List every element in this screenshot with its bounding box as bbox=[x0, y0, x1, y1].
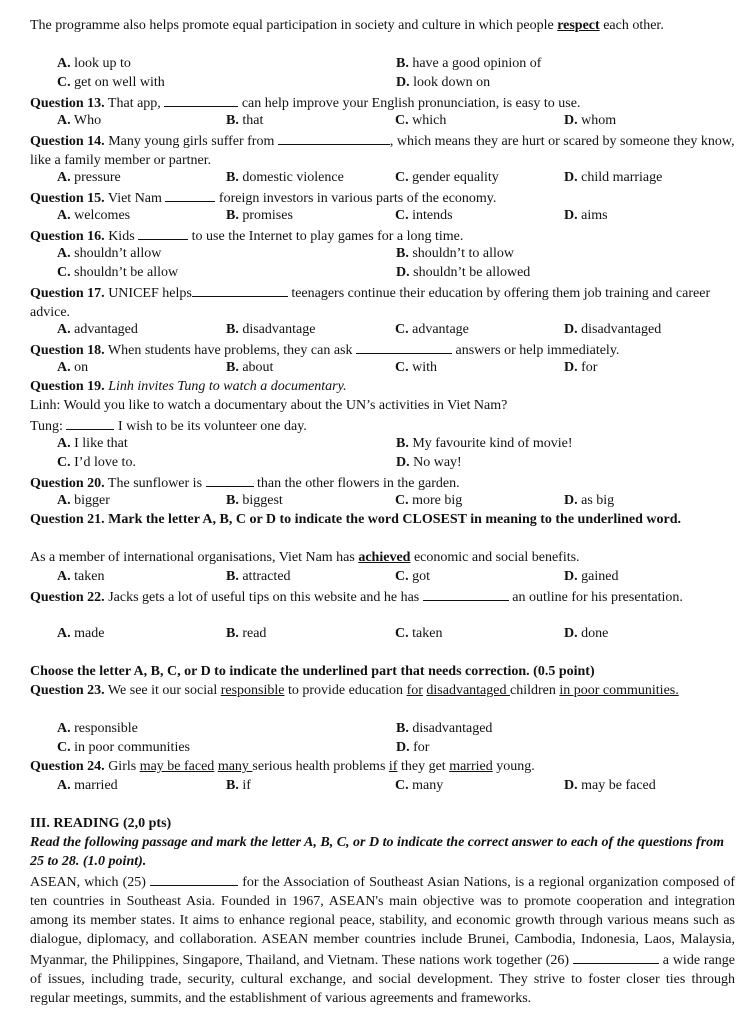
option-a[interactable]: A. taken bbox=[57, 569, 105, 584]
spacer bbox=[30, 643, 735, 662]
underlined-part: responsible bbox=[220, 683, 285, 698]
option-b[interactable]: B. biggest bbox=[226, 493, 283, 508]
q21-options bbox=[30, 567, 735, 586]
option-d[interactable]: D. as big bbox=[564, 493, 615, 508]
answer-blank-26 bbox=[573, 949, 659, 964]
q19-options-row-2 bbox=[30, 453, 735, 472]
option-a[interactable]: A. welcomes bbox=[57, 208, 131, 223]
underlined-part: for bbox=[406, 683, 423, 698]
option-b[interactable]: B. about bbox=[226, 360, 274, 375]
answer-blank bbox=[356, 339, 452, 354]
question-21: As a member of international organisations, Viet Nam has achieved economic and social benefits. bbox=[30, 550, 580, 565]
option-b[interactable]: B. disadvantaged bbox=[396, 721, 493, 736]
option-b[interactable]: B. My favourite kind of movie! bbox=[396, 436, 573, 451]
option-a[interactable]: A. look up to bbox=[57, 56, 131, 71]
question-13: Question 13. That app, can help improve your English pronunciation, is easy to use. bbox=[30, 92, 735, 111]
q14-options bbox=[30, 168, 735, 187]
answer-blank bbox=[423, 586, 509, 601]
q16-options-row-1 bbox=[30, 244, 735, 263]
option-d[interactable]: D. for bbox=[564, 360, 598, 375]
question-label: Question 20. bbox=[30, 476, 105, 491]
question-17: Question 17. UNICEF helps teenagers continue their education by offering them job training and career advice. bbox=[30, 282, 735, 320]
question-label: Question 19. bbox=[30, 379, 105, 394]
option-a[interactable]: A. on bbox=[57, 360, 89, 375]
reading-heading: III. READING (2,0 pts) bbox=[30, 816, 172, 831]
spacer bbox=[30, 795, 735, 814]
question-label: Question 18. bbox=[30, 343, 105, 358]
question-14: Question 14. Many young girls suffer from , which means they are hurt or scared by someone they know, like a family member or partner. bbox=[30, 130, 735, 168]
option-b[interactable]: B. that bbox=[226, 113, 264, 128]
option-b[interactable]: B. read bbox=[226, 626, 267, 641]
reading-instruction: Read the following passage and mark the letter A, B, C, or D to indicate the correct answer to each of the questions from 25 to 28. (1.0 point). bbox=[30, 835, 725, 869]
underlined-part: many bbox=[217, 759, 253, 774]
question-23: Question 23. We see it our social responsible to provide education for disadvantaged children in poor communities. bbox=[30, 683, 679, 698]
answer-blank bbox=[66, 415, 114, 430]
option-b[interactable]: B. attracted bbox=[226, 569, 291, 584]
option-c[interactable]: C. taken bbox=[395, 626, 443, 641]
q13-options bbox=[30, 111, 735, 130]
option-c[interactable]: C. more big bbox=[395, 493, 463, 508]
option-a[interactable]: A. made bbox=[57, 626, 105, 641]
option-b[interactable]: B. disadvantage bbox=[226, 322, 316, 337]
option-d[interactable]: D. disadvantaged bbox=[564, 322, 662, 337]
question-20: Question 20. The sunflower is than the other flowers in the garden. bbox=[30, 472, 735, 491]
option-a[interactable]: A. advantaged bbox=[57, 322, 138, 337]
question-label: Question 17. bbox=[30, 286, 105, 301]
option-d[interactable]: D. for bbox=[396, 740, 430, 755]
underlined-part: may be faced bbox=[139, 759, 215, 774]
answer-blank bbox=[206, 472, 254, 487]
option-a[interactable]: A. married bbox=[57, 778, 118, 793]
option-a[interactable]: A. pressure bbox=[57, 170, 121, 185]
question-context: Linh invites Tung to watch a documentary. bbox=[104, 379, 347, 394]
underlined-part: if bbox=[388, 759, 398, 774]
option-a[interactable]: A. Who bbox=[57, 113, 102, 128]
option-d[interactable]: D. done bbox=[564, 626, 609, 641]
option-c[interactable]: C. get on well with bbox=[57, 75, 165, 90]
option-d[interactable]: D. whom bbox=[564, 113, 617, 128]
option-b[interactable]: B. have a good opinion of bbox=[396, 56, 542, 71]
dialogue-linh: Linh: Would you like to watch a documentary about the UN’s activities in Viet Nam? bbox=[30, 398, 508, 413]
question-label: Question 24. bbox=[30, 759, 105, 774]
option-d[interactable]: D. aims bbox=[564, 208, 608, 223]
intro-options-row-2 bbox=[30, 73, 735, 92]
q23-options-row-1 bbox=[30, 719, 735, 738]
q22-options bbox=[30, 624, 735, 643]
question-22: Question 22. Jacks gets a lot of useful tips on this website and he has an outline for his presentation. bbox=[30, 586, 735, 624]
question-label: Question 23. bbox=[30, 683, 105, 698]
answer-blank bbox=[165, 187, 215, 202]
answer-blank-25 bbox=[150, 871, 238, 886]
option-d[interactable]: D. No way! bbox=[396, 455, 462, 470]
option-b[interactable]: B. domestic violence bbox=[226, 170, 344, 185]
option-a[interactable]: A. I like that bbox=[57, 436, 128, 451]
q20-options bbox=[30, 491, 735, 510]
intro-text-after: each other. bbox=[599, 18, 664, 33]
q15-options bbox=[30, 206, 735, 225]
question-15: Question 15. Viet Nam foreign investors in various parts of the economy. bbox=[30, 187, 735, 206]
q18-options bbox=[30, 358, 735, 377]
dialogue-tung: Tung: I wish to be its volunteer one day. bbox=[30, 415, 735, 434]
q17-options bbox=[30, 320, 735, 339]
question-label: Question 22. bbox=[30, 590, 105, 605]
q24-options bbox=[30, 776, 735, 795]
question-16: Question 16. Kids to use the Internet to play games for a long time. bbox=[30, 225, 735, 244]
option-d[interactable]: D. may be faced bbox=[564, 778, 656, 793]
underlined-word: respect bbox=[557, 18, 600, 33]
underlined-word: achieved bbox=[358, 550, 411, 565]
option-d[interactable]: D. child marriage bbox=[564, 170, 663, 185]
option-c[interactable]: C. gender equality bbox=[395, 170, 499, 185]
question-18: Question 18. When students have problems, they can ask answers or help immediately. bbox=[30, 339, 735, 358]
option-c[interactable]: C. intends bbox=[395, 208, 453, 223]
question-21-heading: Question 21. Mark the letter A, B, C or D to indicate the word CLOSEST in meaning to the underlined word. bbox=[30, 512, 682, 527]
intro-question bbox=[30, 16, 735, 54]
option-c[interactable]: C. in poor communities bbox=[57, 740, 191, 755]
q16-options-row-2 bbox=[30, 263, 735, 282]
answer-blank bbox=[278, 130, 390, 145]
question-label: Question 13. bbox=[30, 96, 105, 111]
option-d[interactable]: D. shouldn’t be allowed bbox=[396, 265, 531, 280]
option-c[interactable]: C. advantage bbox=[395, 322, 469, 337]
reading-passage: ASEAN, which (25) for the Association of Southeast Asian Nations, is a regional organization composed of ten countries in Southeast Asia. Founded in 1967, ASEAN's main objective was to promote cooperation and integration among its member states. It aims to enhance regional peace, stability, and economic growth through various means such as dialogue, diplomacy, and collaboration. ASEAN member countries include Brunei, Cambodia, Indonesia, Laos, Malaysia, Myanmar, the Philippines, Singapore, Thailand, and Vietnam. These nations work together (26) a wide range of issues, including trade, security, cultural exchange, and social development. They strive to foster closer ties through regular meetings, summits, and the establishment of various agreements and frameworks. bbox=[30, 871, 735, 1008]
worksheet-page bbox=[30, 16, 735, 1008]
option-c[interactable]: C. shouldn’t be allow bbox=[57, 265, 179, 280]
option-c[interactable]: C. got bbox=[395, 569, 431, 584]
option-a[interactable]: A. bigger bbox=[57, 493, 110, 508]
answer-blank bbox=[138, 225, 188, 240]
option-d[interactable]: D. gained bbox=[564, 569, 619, 584]
answer-blank bbox=[192, 282, 288, 297]
underlined-part: disadvantaged bbox=[426, 683, 510, 698]
question-24: Question 24. Girls may be faced many serious health problems if they get married young. bbox=[30, 759, 535, 774]
question-label: Question 15. bbox=[30, 191, 105, 206]
option-a[interactable]: A. responsible bbox=[57, 721, 138, 736]
option-b[interactable]: B. promises bbox=[226, 208, 293, 223]
underlined-part: in poor communities. bbox=[559, 683, 679, 698]
underlined-part: married bbox=[449, 759, 493, 774]
option-b[interactable]: B. if bbox=[226, 778, 251, 793]
intro-options-row-1 bbox=[30, 54, 735, 73]
intro-text: The programme also helps promote equal participation in society and culture in which people bbox=[30, 18, 558, 33]
question-label: Question 14. bbox=[30, 134, 105, 149]
option-c[interactable]: C. many bbox=[395, 778, 444, 793]
question-label: Question 16. bbox=[30, 229, 105, 244]
correction-heading: Choose the letter A, B, C, or D to indicate the underlined part that needs correction. (0.5 point) bbox=[30, 664, 595, 679]
q19-options-row-1 bbox=[30, 434, 735, 453]
option-c[interactable]: C. I’d love to. bbox=[57, 455, 136, 470]
question-19 bbox=[30, 377, 735, 396]
option-b[interactable]: B. shouldn’t to allow bbox=[396, 246, 514, 261]
option-d[interactable]: D. look down on bbox=[396, 75, 491, 90]
option-c[interactable]: C. with bbox=[395, 360, 438, 375]
option-a[interactable]: A. shouldn’t allow bbox=[57, 246, 162, 261]
option-c[interactable]: C. which bbox=[395, 113, 447, 128]
q23-options-row-2 bbox=[30, 738, 735, 757]
answer-blank bbox=[164, 92, 238, 107]
